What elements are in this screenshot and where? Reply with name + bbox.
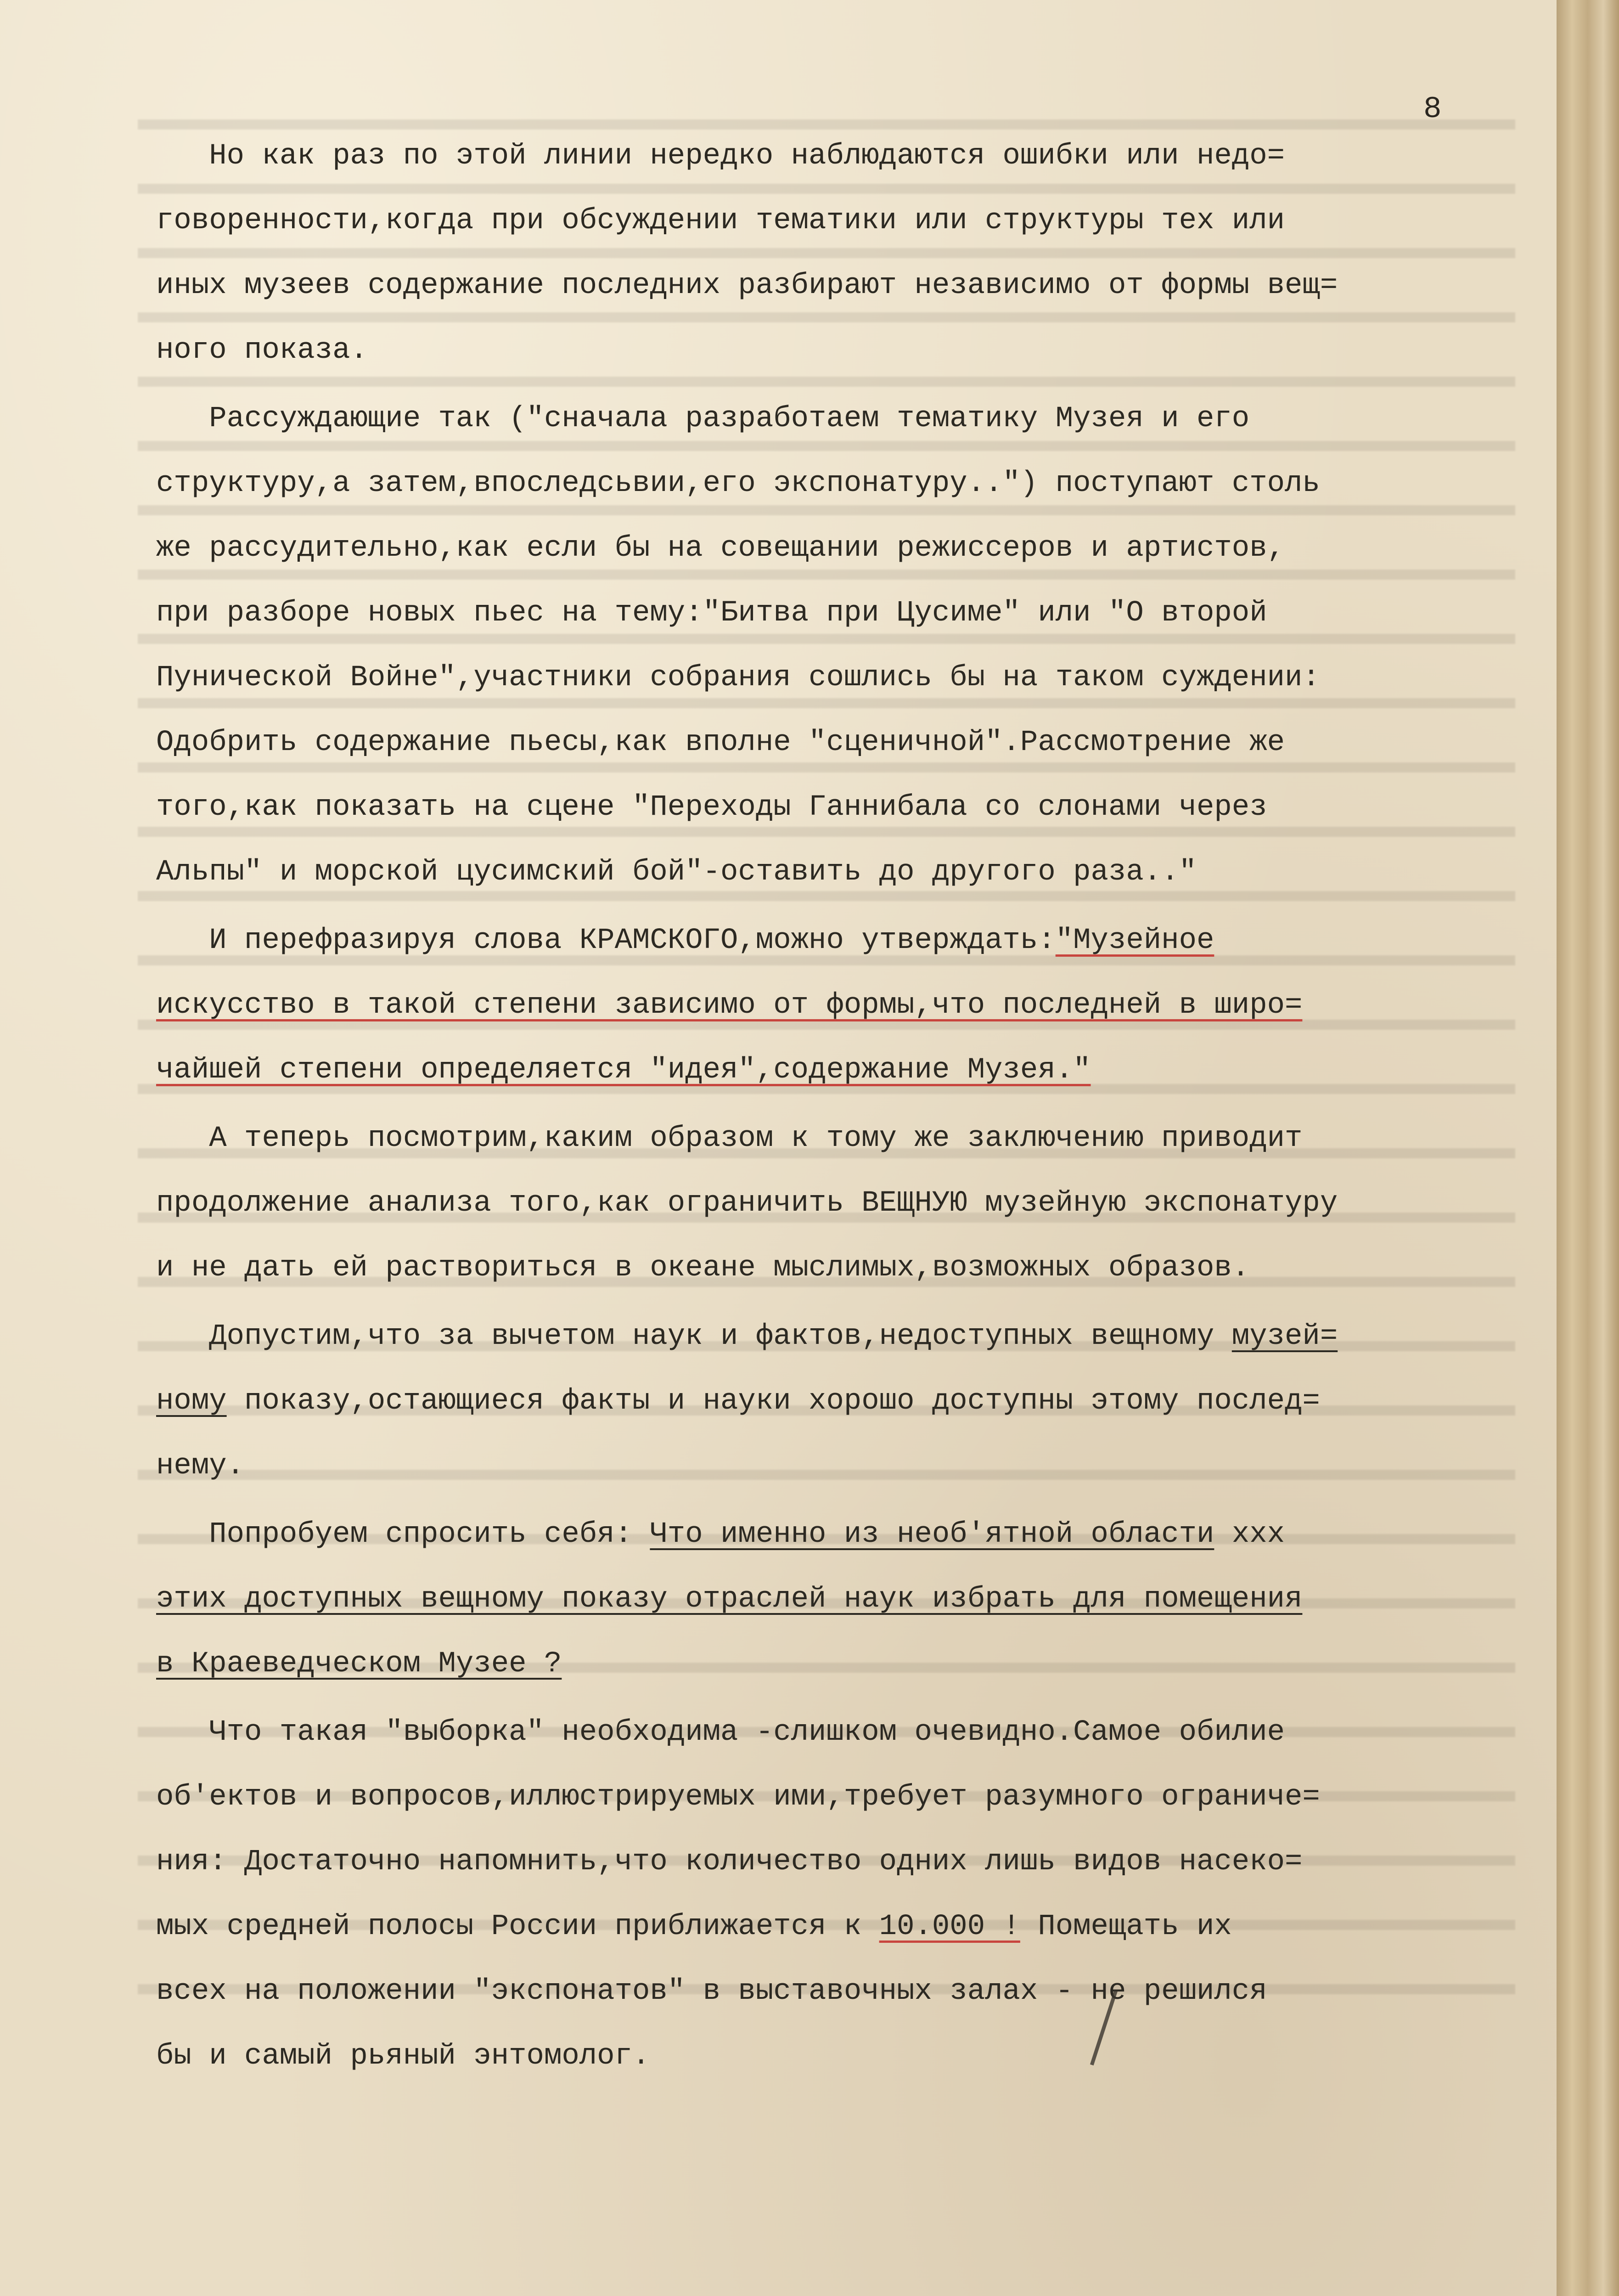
text-line [156, 1959, 1529, 2024]
text-line [156, 1304, 1529, 1369]
text-segment: Одобрить содержание пьесы,как вполне "сценичной".Рассмотрение же [156, 726, 1285, 759]
text-segment: ного показа. [156, 334, 368, 367]
text-line [156, 451, 1529, 516]
text-segment: того,как показать на сцене "Переходы Ганнибала со слонами через [156, 791, 1267, 824]
text-line [156, 387, 1529, 451]
text-line [156, 1830, 1529, 1895]
underlined-text: искусство в такой степени зависимо от формы,что последней в широ= [156, 989, 1303, 1022]
text-line [156, 908, 1529, 973]
text-line [156, 840, 1529, 905]
text-segment: мых средней полосы России приближается к [156, 1910, 879, 1943]
paragraph [156, 1502, 1529, 1697]
text-line [156, 646, 1529, 711]
text-line [156, 1700, 1529, 1765]
text-segment: и не дать ей раствориться в океане мыслимых,возможных образов. [156, 1252, 1250, 1285]
underlined-text: этих доступных вещному показу отраслей наук избрать для помещения [156, 1583, 1303, 1616]
text-line [156, 1434, 1529, 1499]
text-line [156, 1895, 1529, 1959]
underlined-text: ному [156, 1385, 227, 1418]
text-line [156, 1171, 1529, 1236]
text-line [156, 1765, 1529, 1830]
text-line [156, 711, 1529, 775]
paragraph [156, 908, 1529, 1103]
text-segment: всех на положении "экспонатов" в выставочных залах - не решился [156, 1975, 1267, 2008]
text-segment: Допустим,что за вычетом наук и фактов,недоступных вещному [156, 1320, 1232, 1353]
underlined-text: музей= [1231, 1320, 1338, 1353]
text-line [156, 1567, 1529, 1632]
stacked-page-edges [1557, 0, 1619, 2296]
text-line [156, 1038, 1529, 1103]
paragraph [156, 1304, 1529, 1499]
text-segment: А теперь посмотрим,каким образом к тому же заключению приводит [156, 1122, 1303, 1155]
text-segment: же рассудительно,как если бы на совещании режиссеров и артистов, [156, 532, 1285, 565]
text-line [156, 775, 1529, 840]
text-line [156, 1369, 1529, 1434]
underlined-text: Что именно из необ'ятной области [650, 1518, 1214, 1551]
underlined-text: 10.000 ! [879, 1910, 1020, 1943]
page-number: 8 [1423, 92, 1442, 126]
text-line [156, 1632, 1529, 1697]
text-line [156, 1236, 1529, 1301]
text-segment: Альпы" и морской цусимский бой"-оставить до другого раза.." [156, 856, 1197, 889]
text-line [156, 516, 1529, 581]
text-segment: Рассуждающие так ("сначала разработаем тематику Музея и его [156, 402, 1250, 435]
text-segment: нему. [156, 1450, 245, 1483]
text-line [156, 1502, 1529, 1567]
text-segment: иных музеев содержание последних разбирают независимо от формы вещ= [156, 269, 1338, 302]
paragraph [156, 387, 1529, 905]
paragraph [156, 1106, 1529, 1301]
text-segment: xxx [1214, 1518, 1285, 1551]
paragraph [156, 124, 1529, 383]
text-segment: ния: Достаточно напомнить,что количество одних лишь видов насеко= [156, 1845, 1303, 1879]
text-segment: об'ектов и вопросов,иллюстрируемых ими,требует разумного ограниче= [156, 1781, 1320, 1814]
text-segment: структуру,а затем,впоследсьвии,его экспонатуру..") поступают столь [156, 467, 1320, 500]
text-segment: И перефразируя слова КРАМСКОГО,можно утверждать: [156, 924, 1056, 957]
text-line [156, 189, 1529, 254]
underlined-text: "Музейное [1055, 924, 1214, 957]
text-segment: Что такая "выборка" необходима -слишком очевидно.Самое обилие [156, 1716, 1285, 1749]
underlined-text: чайшей степени определяется "идея",содержание Музея." [156, 1054, 1091, 1087]
text-line [156, 124, 1529, 189]
text-segment: говоренности,когда при обсуждении тематики или структуры тех или [156, 204, 1285, 237]
text-segment: показу,остающиеся факты и науки хорошо доступны этому послед= [226, 1385, 1320, 1418]
text-segment: бы и самый рьяный энтомолог. [156, 2040, 650, 2073]
text-line [156, 1106, 1529, 1171]
text-line [156, 254, 1529, 318]
text-segment: Помещать их [1020, 1910, 1232, 1943]
text-segment: Попробуем спросить себя: [156, 1518, 650, 1551]
paragraph [156, 1700, 1529, 2089]
text-line [156, 318, 1529, 383]
underlined-text: в Краеведческом Музее ? [156, 1647, 562, 1681]
text-segment: Пунической Войне",участники собрания сошлись бы на таком суждении: [156, 661, 1320, 694]
text-line [156, 973, 1529, 1038]
text-line [156, 581, 1529, 646]
text-segment: при разборе новых пьес на тему:"Битва при Цусиме" или "О второй [156, 597, 1267, 630]
typed-text-body [156, 124, 1529, 2093]
text-segment: продолжение анализа того,как ограничить ВЕЩНУЮ музейную экспонатуру [156, 1187, 1338, 1220]
text-segment: Но как раз по этой линии нередко наблюдаются ошибки или недо= [156, 140, 1285, 173]
text-line [156, 2024, 1529, 2089]
